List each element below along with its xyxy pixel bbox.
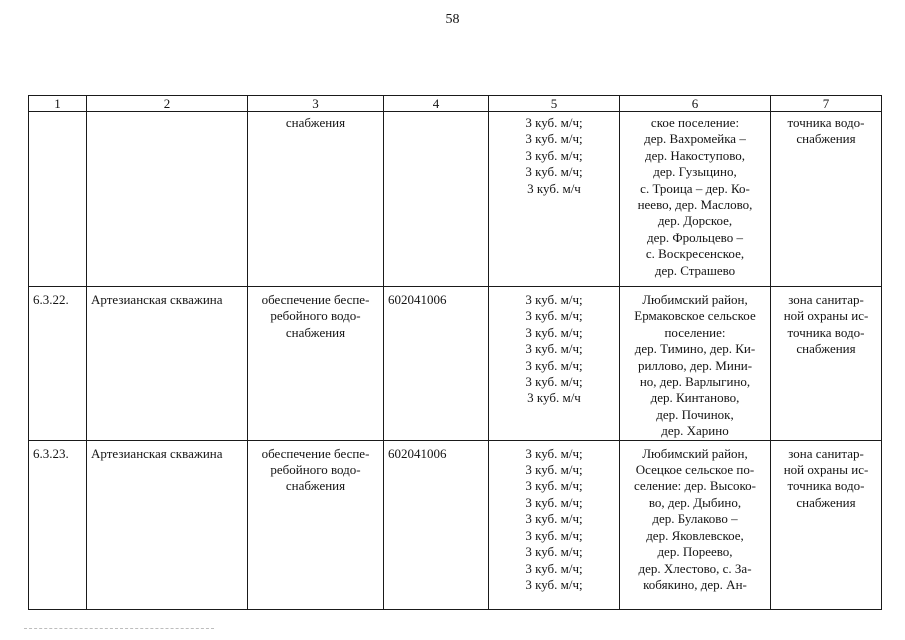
column-number-row [29,96,882,112]
cell-line: Любимский район, [642,445,748,461]
cell-line: дер. Гузыцино, [653,164,737,180]
cell-line: 3 куб. м/ч; [525,576,583,592]
protection-zone-cell [771,287,882,441]
cell-line: обеспечение беспе- [261,292,370,307]
cell-line: 3 куб. м/ч [527,390,581,406]
capacity-cell [489,287,620,441]
cell-line: точника водо- [787,478,865,494]
object-name-cell [87,112,248,287]
cell-line: 3 куб. м/ч; [525,164,583,180]
cell-line: дер. Тимино, дер. Ки- [634,341,756,357]
column-number: 6 [620,96,771,112]
cell-line: кобякино, дер. Ан- [643,576,747,592]
cell-line: Ермаковское сельское [634,308,756,324]
row-number-cell [29,112,87,287]
cell-line: 3 куб. м/ч; [525,147,583,163]
object-name-cell: Артезианская скважина [87,440,248,609]
row-number-cell: 6.3.22. [29,287,87,441]
cell-line: с. Воскресенское, [645,246,745,262]
column-number: 1 [29,96,87,112]
cell-line: дер. Дорское, [657,213,733,229]
column-number: 3 [248,96,384,112]
cell-line: дер. Яковлевское, [646,527,744,543]
cell-line: 3 куб. м/ч; [525,324,583,340]
cell-line: 3 куб. м/ч; [525,445,583,461]
cell-line: неево, дер. Маслово, [637,197,753,213]
cell-line: точника водо- [787,115,865,130]
cell-line: 3 куб. м/ч [527,180,581,196]
cell-line: дер. Починок, [656,406,734,422]
cell-line: 3 куб. м/ч; [525,308,583,324]
table-row [29,112,882,287]
purpose-cell [248,440,384,609]
registry-table [28,95,882,610]
cell-line: 3 куб. м/ч; [525,544,583,560]
scan-edge-mark [24,628,214,630]
cell-line: 3 куб. м/ч; [525,478,583,494]
cell-line: ной охраны ис- [783,308,869,324]
table-row [29,287,882,441]
cell-line: зона санитар- [788,445,864,461]
cell-line: 3 куб. м/ч; [525,494,583,510]
capacity-cell [489,440,620,609]
cell-line: 3 куб. м/ч; [525,357,583,373]
cell-line: но, дер. Варлыгино, [639,374,751,390]
protection-zone-cell [771,112,882,287]
cell-line: 3 куб. м/ч; [525,511,583,527]
purpose-cell [248,287,384,441]
cell-line: 3 куб. м/ч; [525,374,583,390]
cell-line: 3 куб. м/ч; [525,131,583,147]
code-cell [384,112,489,287]
protection-zone-cell [771,440,882,609]
cell-line: 3 куб. м/ч; [525,560,583,576]
cell-line: ребойного водо- [270,462,361,478]
code-cell: 602041006 [384,440,489,609]
page-number: 58 [445,12,460,27]
cell-line: 3 куб. м/ч; [525,462,583,478]
cell-line: дер. Накоступово, [644,147,746,163]
cell-line: дер. Булаково – [652,511,738,527]
cell-line: снабжения [796,131,856,147]
cell-line: снабжения [796,341,856,357]
cell-line: поселение: [664,324,726,340]
capacity-cell [489,112,620,287]
cell-line: 3 куб. м/ч; [525,115,583,130]
cell-line: снабжения [285,478,346,494]
cell-line: риллово, дер. Мини- [637,357,753,373]
column-number: 4 [384,96,489,112]
cell-line: 3 куб. м/ч; [525,341,583,357]
column-number: 2 [87,96,248,112]
cell-line: точника водо- [787,324,865,340]
cell-line: ское поселение: [650,115,740,130]
cell-line: с. Троица – дер. Ко- [640,180,750,196]
code-cell: 602041006 [384,287,489,441]
table-row [29,440,882,609]
cell-line: селение: дер. Высоко- [633,478,757,494]
column-number: 5 [489,96,620,112]
cell-line: 3 куб. м/ч; [525,292,583,307]
location-cell [620,287,771,441]
cell-line: дер. Хлестово, с. За- [638,560,752,576]
cell-line: дер. Кинтаново, [650,390,740,406]
purpose-cell [248,112,384,287]
cell-line: снабжения [285,115,346,130]
row-number-cell: 6.3.23. [29,440,87,609]
cell-line: дер. Вахромейка – [644,131,746,147]
location-cell [620,440,771,609]
cell-line: ребойного водо- [270,308,361,324]
cell-line: дер. Харино [661,423,729,439]
cell-line: снабжения [796,494,856,510]
cell-line: Любимский район, [642,292,748,307]
cell-line: дер. Фрольцево – [647,229,743,245]
location-cell [620,112,771,287]
cell-line: 3 куб. м/ч; [525,527,583,543]
object-name-cell: Артезианская скважина [87,287,248,441]
cell-line: Осецкое сельское по- [635,462,755,478]
cell-line: зона санитар- [788,292,864,307]
cell-line: ной охраны ис- [783,462,869,478]
cell-line: дер. Пореево, [657,544,733,560]
cell-line: во, дер. Дыбино, [648,494,742,510]
cell-line: дер. Страшево [654,262,736,278]
cell-line: снабжения [285,324,346,340]
cell-line: обеспечение беспе- [261,445,370,461]
column-number: 7 [771,96,882,112]
